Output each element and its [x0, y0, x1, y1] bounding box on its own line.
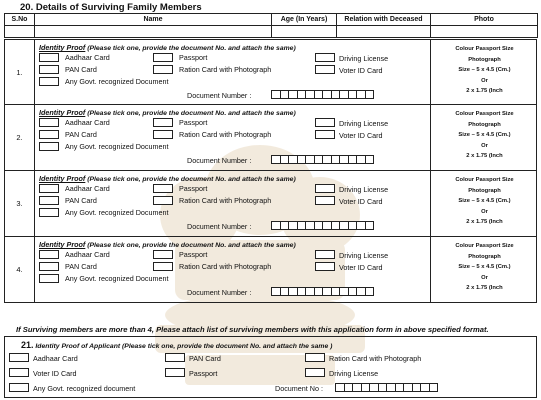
- photo-line-5: 2 x 1.75 (Inch: [466, 285, 503, 291]
- header-sno: S.No: [5, 14, 35, 26]
- document-digit-box[interactable]: [365, 90, 375, 99]
- ration-card-checkbox[interactable]: [153, 196, 173, 205]
- section-20-title: 20. Details of Surviving Family Members: [20, 2, 202, 13]
- header-name: Name: [35, 14, 272, 26]
- member-block: [4, 171, 537, 237]
- section-21-title: [21, 340, 332, 350]
- aadhaar-label: Aadhaar Card: [65, 250, 110, 259]
- applicant-pan-checkbox[interactable]: [165, 353, 185, 362]
- voter-id-checkbox[interactable]: [315, 262, 335, 271]
- photo-line-4: Or: [481, 208, 488, 215]
- driving-license-checkbox[interactable]: [315, 53, 335, 62]
- member-detail-cell: [35, 105, 431, 170]
- ration-card-checkbox[interactable]: [153, 262, 173, 271]
- member-block: [4, 237, 537, 303]
- voter-id-checkbox[interactable]: [315, 130, 335, 139]
- photo-line-2: Photograph: [468, 121, 501, 128]
- applicant-aadhaar-label: Aadhaar Card: [33, 354, 78, 363]
- member-sno-cell: [5, 105, 35, 170]
- voter-id-checkbox[interactable]: [315, 196, 335, 205]
- extra-members-note: If Surviving members are more than 4, Please attach list of surviving members with this application form in above specified format.: [16, 325, 489, 334]
- identity-proof-instruction: (Please tick one, provide the document No. and attach the same): [87, 176, 296, 183]
- document-number-label: Document Number :: [187, 156, 252, 165]
- voter-id-label: Voter ID Card: [339, 131, 383, 140]
- passport-checkbox[interactable]: [153, 53, 173, 62]
- pan-label: PAN Card: [65, 130, 97, 139]
- identity-proof-instruction: (Please tick one, provide the document No. and attach the same): [87, 242, 296, 249]
- pan-checkbox[interactable]: [39, 196, 59, 205]
- header-age: Age (In Years): [272, 14, 337, 26]
- identity-proof-title: Identity Proof: [39, 43, 86, 52]
- photo-line-1: Colour Passport Size: [455, 177, 514, 183]
- voter-id-label: Voter ID Card: [339, 197, 383, 206]
- identity-proof-heading: [39, 174, 296, 183]
- govt-document-checkbox[interactable]: [39, 208, 59, 217]
- voter-id-label: Voter ID Card: [339, 66, 383, 75]
- pan-checkbox[interactable]: [39, 130, 59, 139]
- header-photo: Photo: [431, 14, 538, 26]
- member-detail-cell: [35, 171, 431, 236]
- input-row-1: [5, 26, 538, 38]
- govt-document-label: Any Govt. recognized Document: [65, 208, 169, 217]
- section-21-box: [4, 336, 537, 398]
- photo-line-5: 2 x 1.75 (Inch: [466, 88, 503, 94]
- photo-line-1: Colour Passport Size: [455, 111, 514, 117]
- document-digit-box[interactable]: [365, 155, 375, 164]
- driving-license-checkbox[interactable]: [315, 184, 335, 193]
- passport-label: Passport: [179, 53, 208, 62]
- aadhaar-checkbox[interactable]: [39, 184, 59, 193]
- applicant-voter-label: Voter ID Card: [33, 369, 77, 378]
- photo-cell[interactable]: [431, 237, 538, 302]
- member-sno-cell: [5, 40, 35, 104]
- identity-proof-heading: [39, 108, 296, 117]
- govt-document-label: Any Govt. recognized Document: [65, 77, 169, 86]
- photo-line-3: Size – 5 x 4.5 (Cm.): [458, 198, 511, 204]
- ration-card-label: Ration Card with Photograph: [179, 65, 272, 74]
- ration-card-label: Ration Card with Photograph: [179, 130, 272, 139]
- header-relation: Relation with Deceased: [337, 14, 431, 26]
- aadhaar-label: Aadhaar Card: [65, 53, 110, 62]
- sno-cell-blank: [5, 26, 35, 38]
- identity-proof-title: Identity Proof: [39, 108, 86, 117]
- relation-input[interactable]: [337, 26, 431, 38]
- govt-document-label: Any Govt. recognized Document: [65, 142, 169, 151]
- passport-label: Passport: [179, 184, 208, 193]
- photo-line-1: Colour Passport Size: [455, 46, 514, 52]
- aadhaar-checkbox[interactable]: [39, 250, 59, 259]
- member-detail-cell: [35, 237, 431, 302]
- aadhaar-label: Aadhaar Card: [65, 184, 110, 193]
- photo-cell[interactable]: [431, 40, 538, 104]
- document-number-boxes[interactable]: [271, 155, 373, 164]
- section-21-instruction: (Please tick one, provide the document No. and attach the same ): [122, 343, 333, 350]
- photo-line-2: Photograph: [468, 253, 501, 260]
- photo-line-3: Size – 5 x 4.5 (Cm.): [458, 67, 511, 73]
- applicant-pan-label: PAN Card: [189, 354, 221, 363]
- member-sno-cell: [5, 237, 35, 302]
- applicant-driving-checkbox[interactable]: [305, 368, 325, 377]
- document-number-label: Document Number :: [187, 288, 252, 297]
- applicant-govt-label: Any Govt. recognized document: [33, 384, 136, 393]
- photo-cell[interactable]: [431, 171, 538, 236]
- section-21-heading: Identity Proof of Applicant: [35, 343, 121, 350]
- photo-line-5: 2 x 1.75 (Inch: [466, 219, 503, 225]
- identity-proof-instruction: (Please tick one, provide the document No. and attach the same): [87, 45, 296, 52]
- document-number-boxes[interactable]: [271, 221, 373, 230]
- identity-proof-heading: [39, 240, 296, 249]
- pan-label: PAN Card: [65, 65, 97, 74]
- table-header-row: [5, 14, 538, 26]
- document-number-boxes[interactable]: [271, 287, 373, 296]
- aadhaar-label: Aadhaar Card: [65, 118, 110, 127]
- member-block: [4, 105, 537, 171]
- passport-checkbox[interactable]: [153, 118, 173, 127]
- name-input[interactable]: [35, 26, 272, 38]
- photo-header-blank: [431, 26, 538, 38]
- photo-line-2: Photograph: [468, 187, 501, 194]
- govt-document-checkbox[interactable]: [39, 77, 59, 86]
- driving-license-label: Driving License: [339, 185, 389, 194]
- member-sno: 4.: [16, 265, 23, 274]
- document-number-label: Document Number :: [187, 222, 252, 231]
- voter-id-label: Voter ID Card: [339, 263, 383, 272]
- section-21-number: 21.: [21, 340, 34, 350]
- photo-line-3: Size – 5 x 4.5 (Cm.): [458, 264, 511, 270]
- document-number-boxes[interactable]: [271, 90, 373, 99]
- photo-line-4: Or: [481, 142, 488, 149]
- document-digit-box[interactable]: [365, 221, 375, 230]
- document-digit-box[interactable]: [365, 287, 375, 296]
- driving-license-label: Driving License: [339, 119, 389, 128]
- applicant-document-number-boxes[interactable]: [335, 383, 437, 392]
- photo-cell[interactable]: [431, 105, 538, 170]
- member-sno-cell: [5, 171, 35, 236]
- aadhaar-checkbox[interactable]: [39, 53, 59, 62]
- pan-label: PAN Card: [65, 262, 97, 271]
- identity-proof-title: Identity Proof: [39, 174, 86, 183]
- applicant-passport-label: Passport: [189, 369, 218, 378]
- document-number-label: Document Number :: [187, 91, 252, 100]
- pan-label: PAN Card: [65, 196, 97, 205]
- photo-line-4: Or: [481, 77, 488, 84]
- member-sno: 2.: [16, 133, 23, 142]
- applicant-ration-label: Ration Card with Photograph: [329, 354, 422, 363]
- applicant-driving-label: Driving License: [329, 369, 379, 378]
- applicant-document-number-label: Document No :: [275, 384, 323, 393]
- age-input[interactable]: [272, 26, 337, 38]
- photo-line-5: 2 x 1.75 (Inch: [466, 153, 503, 159]
- driving-license-checkbox[interactable]: [315, 118, 335, 127]
- applicant-voter-checkbox[interactable]: [9, 368, 29, 377]
- surviving-members-table: [4, 13, 538, 38]
- govt-document-label: Any Govt. recognized Document: [65, 274, 169, 283]
- pan-checkbox[interactable]: [39, 65, 59, 74]
- ration-card-checkbox[interactable]: [153, 130, 173, 139]
- identity-proof-heading: [39, 43, 296, 52]
- voter-id-checkbox[interactable]: [315, 65, 335, 74]
- applicant-passport-checkbox[interactable]: [165, 368, 185, 377]
- passport-checkbox[interactable]: [153, 184, 173, 193]
- ration-card-label: Ration Card with Photograph: [179, 196, 272, 205]
- driving-license-label: Driving License: [339, 251, 389, 260]
- ration-card-label: Ration Card with Photograph: [179, 262, 272, 271]
- photo-line-1: Colour Passport Size: [455, 243, 514, 249]
- applicant-aadhaar-checkbox[interactable]: [9, 353, 29, 362]
- passport-label: Passport: [179, 250, 208, 259]
- passport-label: Passport: [179, 118, 208, 127]
- driving-license-checkbox[interactable]: [315, 250, 335, 259]
- passport-checkbox[interactable]: [153, 250, 173, 259]
- member-sno: 3.: [16, 199, 23, 208]
- driving-license-label: Driving License: [339, 54, 389, 63]
- pan-checkbox[interactable]: [39, 262, 59, 271]
- member-sno: 1.: [16, 67, 23, 77]
- photo-line-3: Size – 5 x 4.5 (Cm.): [458, 132, 511, 138]
- member-detail-cell: [35, 40, 431, 104]
- member-block: [4, 39, 537, 105]
- photo-line-2: Photograph: [468, 56, 501, 63]
- govt-document-checkbox[interactable]: [39, 274, 59, 283]
- applicant-ration-checkbox[interactable]: [305, 353, 325, 362]
- aadhaar-checkbox[interactable]: [39, 118, 59, 127]
- ration-card-checkbox[interactable]: [153, 65, 173, 74]
- applicant-govt-checkbox[interactable]: [9, 383, 29, 392]
- photo-line-4: Or: [481, 274, 488, 281]
- identity-proof-title: Identity Proof: [39, 240, 86, 249]
- applicant-digit-box[interactable]: [429, 383, 439, 392]
- govt-document-checkbox[interactable]: [39, 142, 59, 151]
- identity-proof-instruction: (Please tick one, provide the document No. and attach the same): [87, 110, 296, 117]
